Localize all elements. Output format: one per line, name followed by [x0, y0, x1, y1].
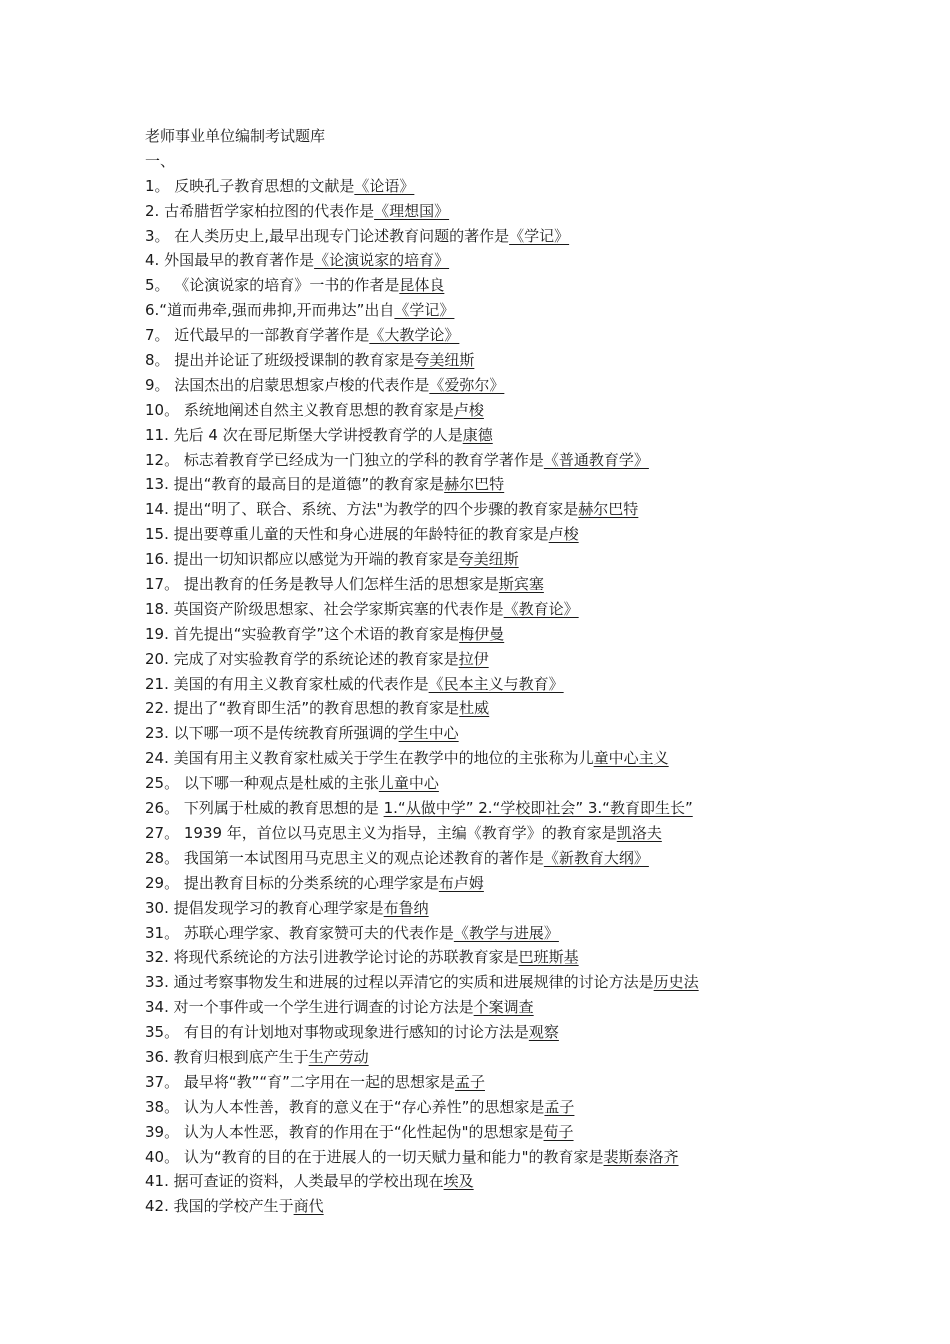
- question-text: 39。 认为人本性恶，教育的作用在于“化性起伪"的思想家是: [145, 1122, 544, 1141]
- question-item: [145, 995, 905, 1020]
- answer-text: 1.“从做中学” 2.“学校即社会” 3.“教育即生长”: [383, 799, 693, 818]
- answer-text: 《教育论》: [503, 599, 579, 618]
- question-text: 1。 反映孔子教育思想的文献是: [145, 176, 355, 195]
- question-text: 40。 认为“教育的目的在于进展人的一切天赋力量和能力"的教育家是: [145, 1147, 604, 1166]
- question-item: [145, 696, 905, 721]
- answer-text: 学生中心: [398, 724, 459, 743]
- answer-text: 《大教学论》: [369, 326, 460, 345]
- question-text: 4. 外国最早的教育著作是: [145, 251, 315, 270]
- question-item: [145, 970, 905, 995]
- answer-text: 商代: [293, 1197, 324, 1216]
- answer-text: 埃及: [443, 1172, 474, 1191]
- answer-text: 《论演说家的培育》: [314, 251, 450, 270]
- question-text: 15. 提出要尊重儿童的天性和身心进展的年龄特征的教育家是: [145, 525, 549, 544]
- answer-text: 巴班斯基: [518, 948, 579, 967]
- question-item: [145, 1120, 905, 1145]
- question-text: 37。 最早将“教”“育”二字用在一起的思想家是: [145, 1072, 455, 1091]
- answer-text: 荀子: [543, 1122, 574, 1141]
- question-item: [145, 921, 905, 946]
- answer-text: 生产劳动: [308, 1047, 369, 1066]
- question-item: [145, 1145, 905, 1170]
- question-item: [145, 721, 905, 746]
- question-text: 28。 我国第一本试图用马克思主义的观点论述教育的著作是: [145, 848, 544, 867]
- answer-text: 昆体良: [399, 276, 445, 295]
- question-item: [145, 199, 905, 224]
- question-text: 18. 英国资产阶级思想家、社会学家斯宾塞的代表作是: [145, 599, 504, 618]
- question-item: [145, 622, 905, 647]
- question-text: 13. 提出“教育的最高目的是道德”的教育家是: [145, 475, 445, 494]
- question-text: 41. 据可查证的资料，人类最早的学校出现在: [145, 1172, 444, 1191]
- question-text: 38。 认为人本性善，教育的意义在于“存心养性”的思想家是: [145, 1097, 545, 1116]
- answer-text: 拉伊: [458, 649, 489, 668]
- question-item: [145, 871, 905, 896]
- question-item: [145, 248, 905, 273]
- question-text: 7。 近代最早的一部教育学著作是: [145, 326, 370, 345]
- answer-text: 《教学与进展》: [453, 923, 559, 942]
- answer-text: 杜威: [459, 699, 490, 718]
- answer-text: 童中心主义: [593, 749, 669, 768]
- answer-text: 康德: [462, 425, 493, 444]
- question-item: [145, 373, 905, 398]
- question-text: 22. 提出了“教育即生活”的教育思想的教育家是: [145, 699, 460, 718]
- question-text: 3。 在人类历史上,最早出现专门论述教育问题的著作是: [145, 226, 510, 245]
- question-text: 33. 通过考察事物发生和进展的过程以弄清它的实质和进展规律的讨论方法是: [145, 973, 654, 992]
- answer-text: 儿童中心: [378, 774, 439, 793]
- question-item: [145, 1095, 905, 1120]
- answer-text: 布卢姆: [438, 873, 484, 892]
- question-item: [145, 472, 905, 497]
- answer-text: 《普通教育学》: [543, 450, 649, 469]
- question-item: [145, 1070, 905, 1095]
- answer-text: 赫尔巴特: [578, 500, 639, 519]
- question-item: [145, 497, 905, 522]
- document-page: [145, 124, 905, 1219]
- question-text: 21. 美国的有用主义教育家杜威的代表作是: [145, 674, 429, 693]
- question-text: 30. 提倡发现学习的教育心理学家是: [145, 898, 384, 917]
- question-item: [145, 398, 905, 423]
- answer-text: 《学记》: [394, 301, 455, 320]
- question-item: [145, 522, 905, 547]
- question-item: [145, 945, 905, 970]
- question-text: 26。 下列属于杜威的教育思想的是: [145, 799, 384, 818]
- answer-text: 《学记》: [509, 226, 570, 245]
- answer-text: 个案调查: [473, 998, 534, 1017]
- answer-text: 孟子: [454, 1072, 485, 1091]
- question-text: 29。 提出教育目标的分类系统的心理学家是: [145, 873, 439, 892]
- answer-text: 裴斯泰洛齐: [603, 1147, 679, 1166]
- question-text: 19. 首先提出“实验教育学”这个术语的教育家是: [145, 624, 460, 643]
- question-item: [145, 1194, 905, 1219]
- answer-text: 夸美纽斯: [414, 351, 475, 370]
- question-item: [145, 597, 905, 622]
- question-text: 25。 以下哪一种观点是杜威的主张: [145, 774, 379, 793]
- question-text: 31。 苏联心理学家、教育家赞可夫的代表作是: [145, 923, 454, 942]
- question-text: 27。 1939 年，首位以马克思主义为指导，主编《教育学》的教育家是: [145, 823, 617, 842]
- question-text: 2. 古希腊哲学家柏拉图的代表作是: [145, 201, 375, 220]
- question-item: [145, 672, 905, 697]
- question-item: [145, 174, 905, 199]
- question-item: [145, 771, 905, 796]
- question-item: [145, 647, 905, 672]
- answer-text: 观察: [528, 1023, 559, 1042]
- question-text: 10。 系统地阐述自然主义教育思想的教育家是: [145, 400, 454, 419]
- question-text: 16. 提出一切知识都应以感觉为开端的教育家是: [145, 550, 459, 569]
- question-item: [145, 846, 905, 871]
- question-item: [145, 423, 905, 448]
- question-text: 20. 完成了对实验教育学的系统论述的教育家是: [145, 649, 459, 668]
- question-item: [145, 323, 905, 348]
- question-text: 32. 将现代系统论的方法引进教学论讨论的苏联教育家是: [145, 948, 519, 967]
- question-item: [145, 896, 905, 921]
- question-text: 23. 以下哪一项不是传统教育所强调的: [145, 724, 399, 743]
- question-text: 14. 提出“明了、联合、系统、方法"为教学的四个步骤的教育家是: [145, 500, 579, 519]
- question-item: [145, 572, 905, 597]
- question-text: 8。 提出并论证了班级授课制的教育家是: [145, 351, 415, 370]
- question-item: [145, 448, 905, 473]
- question-text: 42. 我国的学校产生于: [145, 1197, 294, 1216]
- question-text: 36. 教育归根到底产生于: [145, 1047, 309, 1066]
- question-item: [145, 547, 905, 572]
- question-item: [145, 1020, 905, 1045]
- answer-text: 孟子: [544, 1097, 575, 1116]
- document-title: 老师事业单位编制考试题库: [145, 127, 326, 145]
- question-item: [145, 298, 905, 323]
- question-item: [145, 821, 905, 846]
- answer-text: 《新教育大纲》: [543, 848, 649, 867]
- question-text: 12。 标志着教育学已经成为一门独立的学科的教育学著作是: [145, 450, 544, 469]
- question-text: 9。 法国杰出的启蒙思想家卢梭的代表作是: [145, 375, 430, 394]
- question-item: [145, 224, 905, 249]
- answer-text: 梅伊曼: [459, 624, 505, 643]
- answer-text: 夸美纽斯: [458, 550, 519, 569]
- question-text: 5。 《论演说家的培育》一书的作者是: [145, 276, 400, 295]
- question-text: 11. 先后 4 次在哥尼斯堡大学讲授教育学的人是: [145, 425, 463, 444]
- question-text: 34. 对一个事件或一个学生进行调查的讨论方法是: [145, 998, 474, 1017]
- question-item: [145, 273, 905, 298]
- answer-text: 凯洛夫: [616, 823, 662, 842]
- answer-text: 《民本主义与教育》: [428, 674, 564, 693]
- answer-text: 卢梭: [453, 400, 484, 419]
- question-text: 24. 美国有用主义教育家杜威关于学生在教学中的地位的主张称为儿: [145, 749, 594, 768]
- question-text: 6.“道而弗牵,强而弗抑,开而弗达”出自: [145, 301, 395, 320]
- question-item: [145, 348, 905, 373]
- answer-text: 《爱弥尔》: [429, 375, 505, 394]
- question-item: [145, 1045, 905, 1070]
- question-item: [145, 1169, 905, 1194]
- answer-text: 历史法: [653, 973, 699, 992]
- question-text: 17。 提出教育的任务是教导人们怎样生活的思想家是: [145, 575, 499, 594]
- question-text: 35。 有目的有计划地对事物或现象进行感知的讨论方法是: [145, 1023, 529, 1042]
- answer-text: 《论语》: [354, 176, 415, 195]
- section-heading: 一、: [145, 151, 176, 170]
- answer-text: 卢梭: [548, 525, 579, 544]
- question-item: [145, 796, 905, 821]
- answer-text: 斯宾塞: [498, 575, 544, 594]
- answer-text: 《理想国》: [374, 201, 450, 220]
- answer-text: 布鲁纳: [383, 898, 429, 917]
- question-list: [145, 174, 905, 1219]
- question-item: [145, 746, 905, 771]
- answer-text: 赫尔巴特: [444, 475, 505, 494]
